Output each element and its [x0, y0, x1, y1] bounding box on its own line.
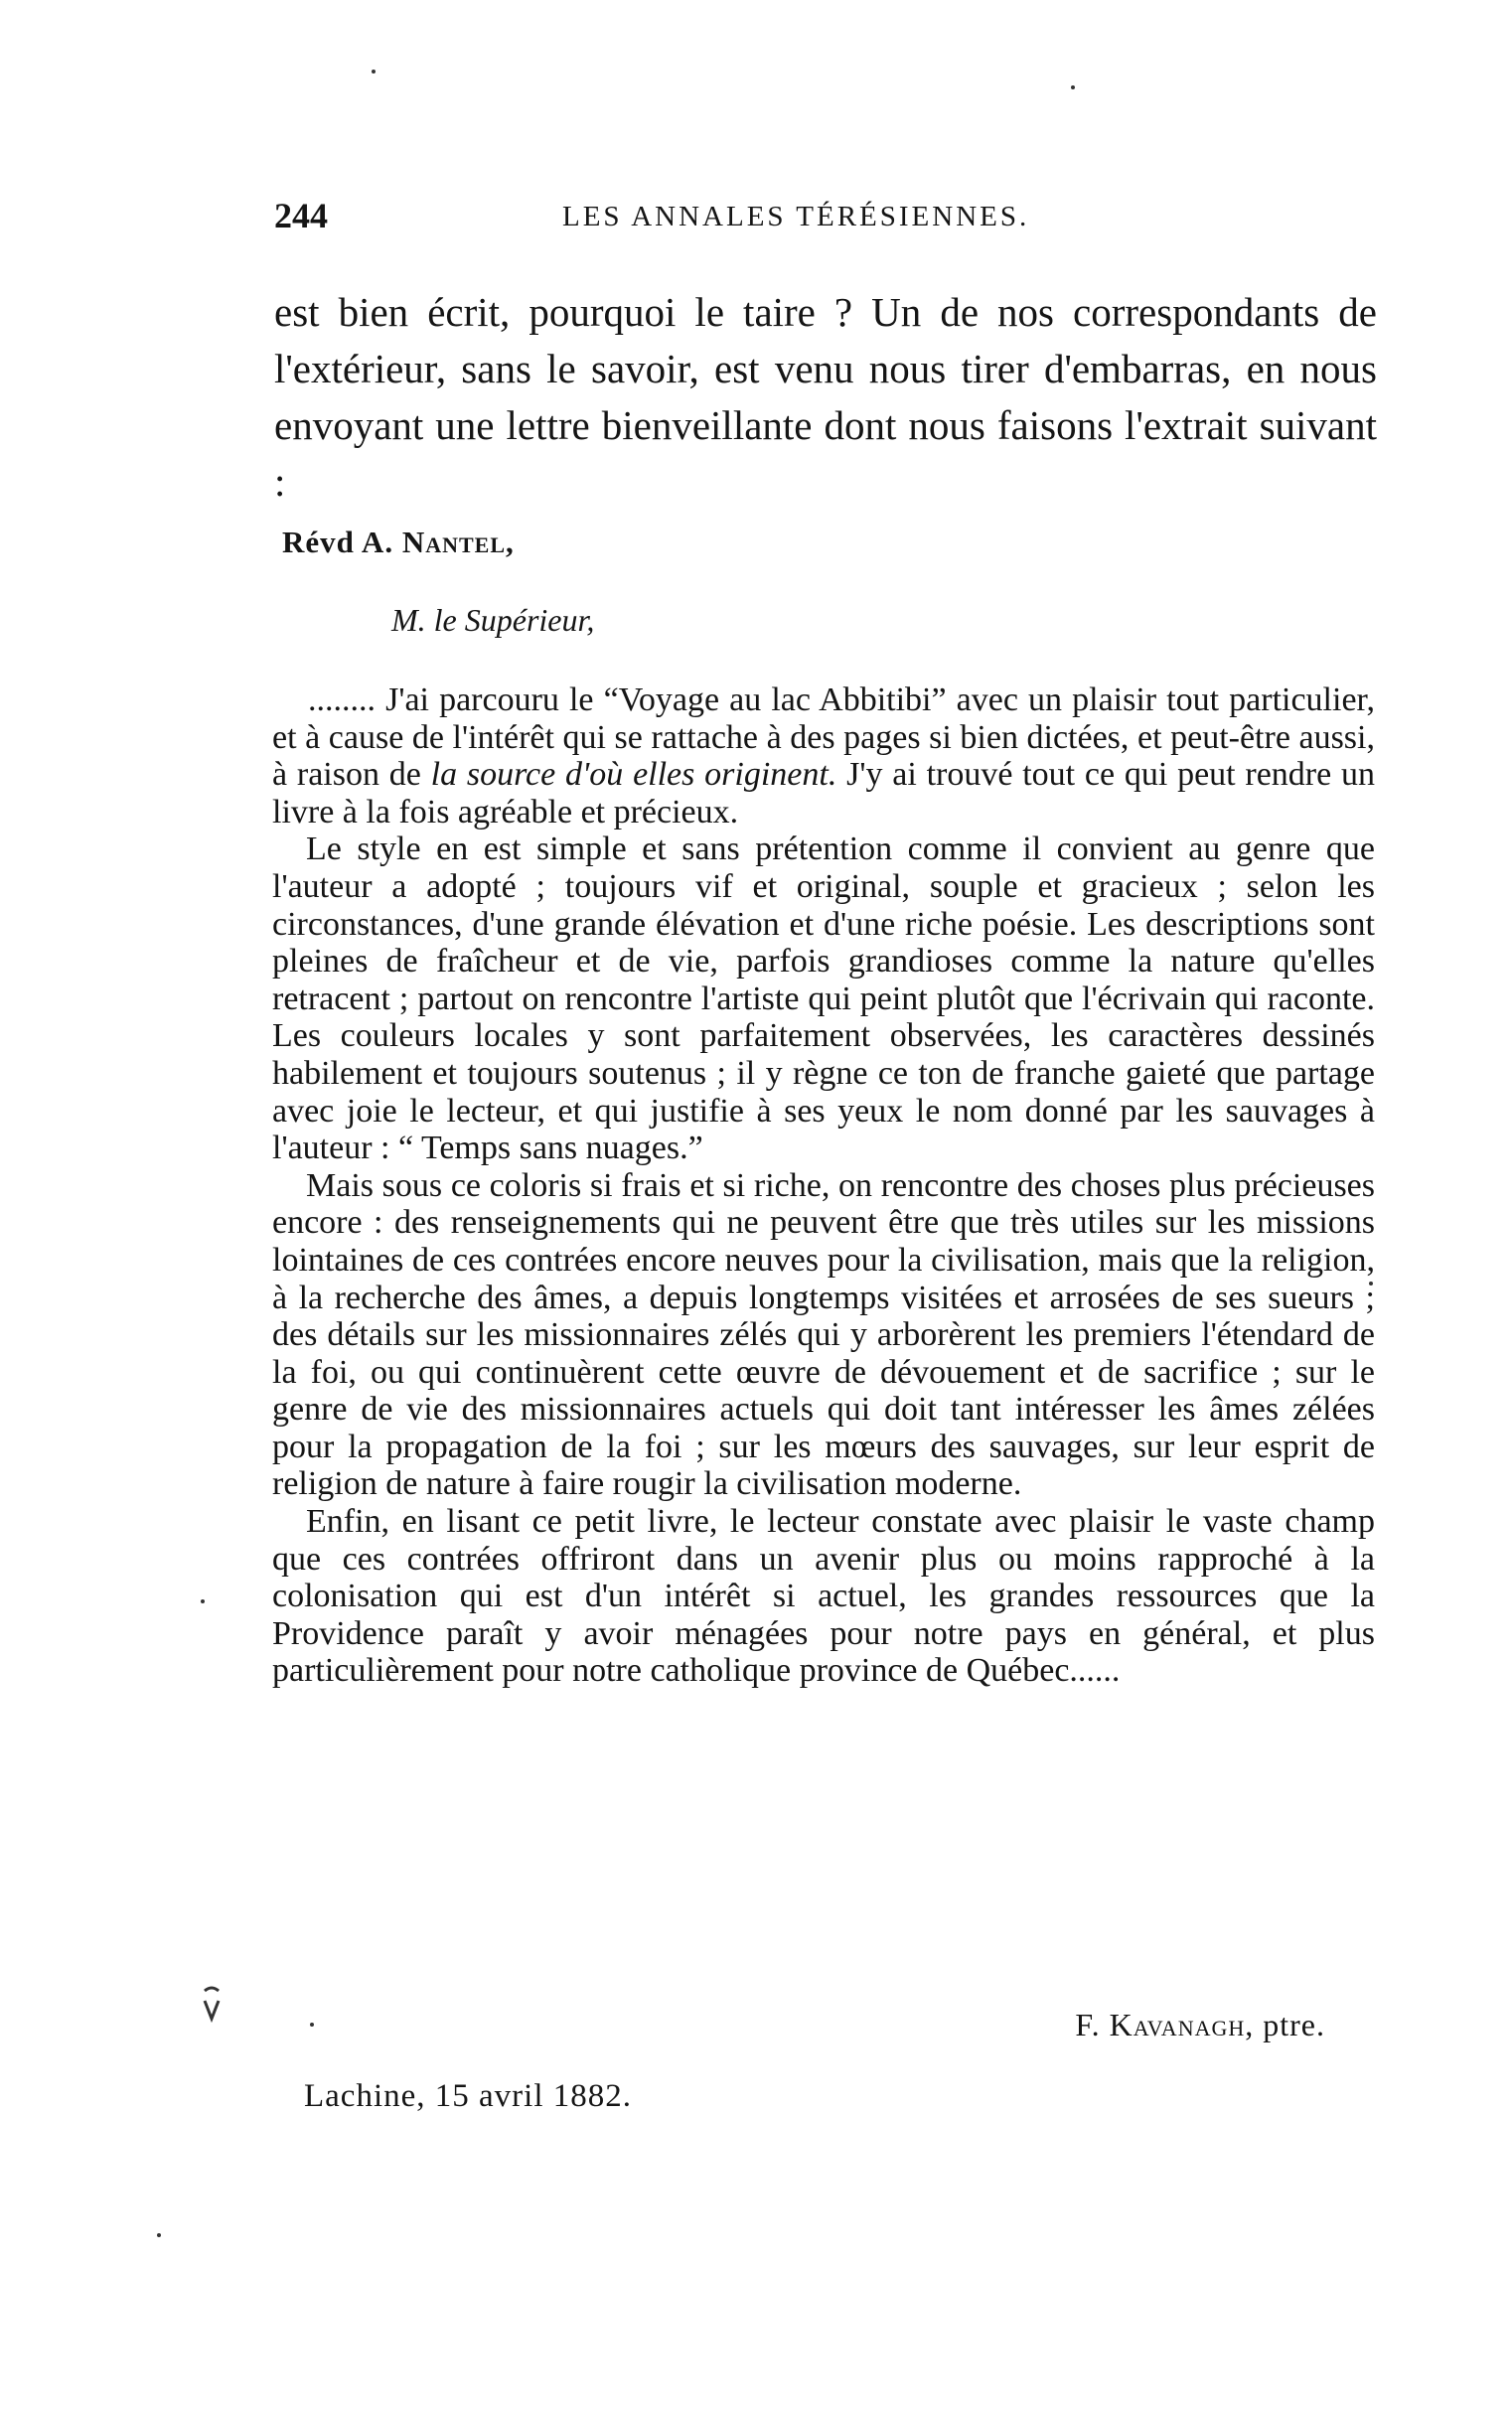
speck-mark: [310, 2023, 314, 2027]
place-date: Lachine, 15 avril 1882.: [304, 2078, 632, 2114]
letter-paragraph-2: Le style en est simple et sans prétention comme il convient au genre que l'auteur a adopté ; toujours vif et original, souple et gracieux ; selon les circonstances, d'une grande élévation et d'une riche poésie. Les descriptions sont pleines de fraîcheur et de vie, parfois grandioses comme la nature qu'elles retracent ; partout on rencontre l'artiste qui peint plutôt que l'écrivain qui raconte. Les couleurs locales y sont parfaitement observées, les caractères dessinés habilement et toujours soutenus ; il y règne ce ton de franche gaieté que partage avec joie le lecteur, et qui justifie à ses yeux le nom donné par les sauvages à l'auteur : “ Temps sans nuages.”: [272, 831, 1375, 1167]
signature-initial: F.: [1075, 2007, 1101, 2042]
running-title: LES ANNALES TÉRÉSIENNES.: [562, 201, 1030, 232]
running-header: [274, 195, 1397, 244]
letter-p1-italic: la source d'où elles originent.: [430, 756, 837, 794]
speck-mark: [201, 1599, 205, 1603]
page-number: 244: [274, 196, 328, 235]
intro-paragraph: est bien écrit, pourquoi le taire ? Un de nos correspondants de l'extérieur, sans le savoir, est venu nous tirer d'embarras, en nous envoyant une lettre bienveillante dont nous faisons l'extrait suivant :: [274, 289, 1377, 505]
letter-salutation: [282, 525, 515, 560]
signature-title: ptre.: [1263, 2007, 1325, 2042]
letter-p1-after: J'y ai trouvé tout ce qui peut rendre un livre à la fois agréable et précieux.: [272, 756, 1375, 831]
salutation-name: Nantel,: [401, 525, 515, 559]
book-title-quote: “Voyage au lac Abbitibi”: [603, 681, 947, 718]
speck-mark: [372, 70, 376, 74]
speck-mark: [157, 2233, 161, 2237]
letter-paragraph-4: Enfin, en lisant ce petit livre, le lecteur constate avec plaisir le vaste champ que ces contrées offriront dans un avenir plus ou moins rapproché à la colonisation qui est d'un intérêt si actuel, les grandes ressources que la Providence paraît y avoir ménagées pour notre pays en général, et plus particulièrement pour notre catholique province de Québec......: [272, 1503, 1375, 1690]
letter-p1-before-quote: ........ J'ai parcouru le: [308, 681, 604, 718]
margin-glyph-icon: [201, 1985, 223, 2025]
letter-paragraph-1: [272, 681, 1375, 831]
signature-name: Kavanagh,: [1109, 2007, 1255, 2042]
letter-p1-middle: avec un plaisir tout particulier, et à cause de l'intérêt qui se rattache à des pages si bien dictées, et peut-être aussi, à raison de: [272, 681, 1376, 794]
letter-addressee: M. le Supérieur,: [391, 602, 595, 638]
letter-signature: [1075, 2007, 1325, 2043]
letter-paragraph-3: Mais sous ce coloris si frais et si riche, on rencontre des choses plus précieuses encore : des renseignements qui ne peuvent être que très utiles sur les missions lointaines de ces contrées encore neuves pour la civilisation, mais que la religion, à la recherche des âmes, a depuis longtemps visitées et arrosées de ses sueurs ; des détails sur les missionnaires zélés qui y arborèrent les premiers l'étendard de la foi, ou qui continuèrent cette œuvre de dévouement et de sacrifice ; sur le genre de vie des missionnaires actuels qui doit tant intéresser les âmes zélées pour la propagation de la foi ; sur les mœurs des sauvages, sur leur esprit de religion de nature à faire rougir la civilisation moderne.: [272, 1166, 1375, 1503]
salutation-prefix: Révd A.: [282, 525, 394, 559]
letter-body: [272, 681, 1375, 1690]
speck-mark: [1071, 85, 1075, 89]
